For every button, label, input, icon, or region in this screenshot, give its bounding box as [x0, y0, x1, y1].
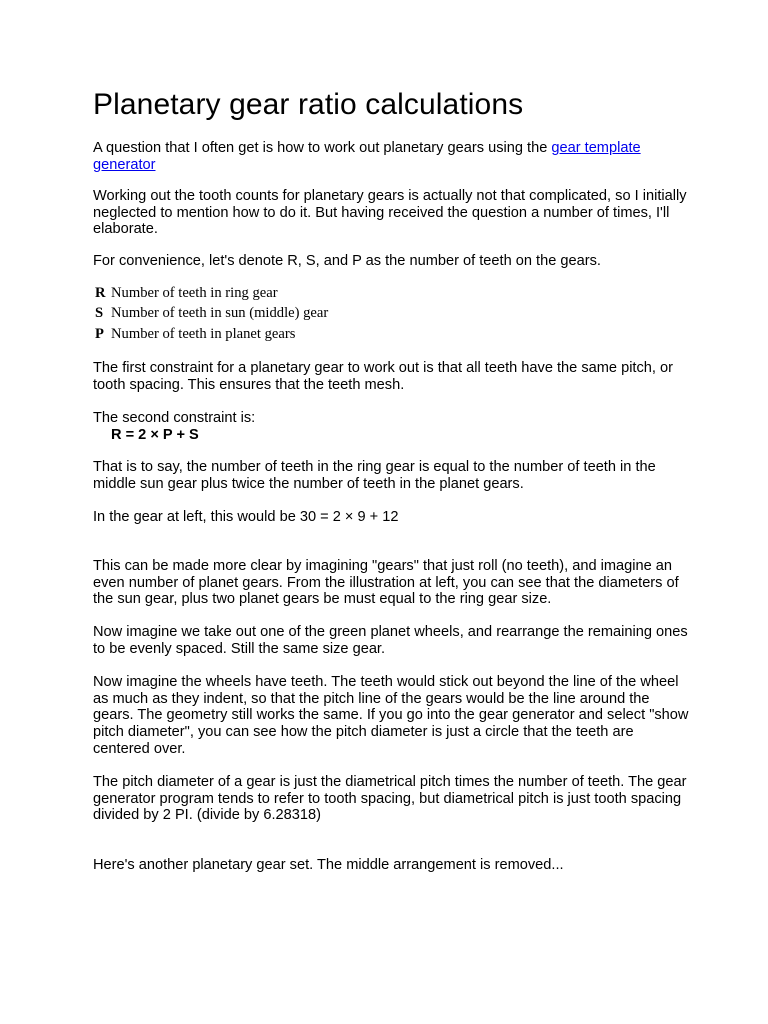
definition-p	[93, 324, 693, 345]
take-out-paragraph: Now imagine we take out one of the green planet wheels, and rearrange the remaining ones to be evenly spaced. Still the same size gear.	[93, 624, 688, 657]
definition-desc: Number of teeth in ring gear	[111, 284, 278, 301]
that-is-paragraph: That is to say, the number of teeth in the ring gear is equal to the number of teeth in the middle sun gear plus twice the number of teeth in the planet gears.	[93, 459, 656, 493]
teeth-paragraph: Now imagine the wheels have teeth. The teeth would stick out beyond the line of the wheel as much as they indent, so that the pitch line of the gears would be the line around the gears. The geometry still works the same. If you go into the gear generator and select "show pitch diameter", you can see how the pitch diameter is just a circle that the teeth are centered over.	[93, 674, 689, 757]
gear-formula: R = 2 × P + S	[111, 426, 199, 443]
document-page	[93, 88, 693, 874]
intro-paragraph	[93, 140, 693, 173]
intro-text: A question that I often get is how to work out planetary gears using the	[93, 140, 552, 156]
definition-s	[93, 303, 693, 324]
working-out-paragraph: Working out the tooth counts for planetary gears is actually not that complicated, so I initially neglected to mention how to do it. But having received the question a number of times, I'll elaborate.	[93, 188, 687, 238]
first-constraint-paragraph: The first constraint for a planetary gear to work out is that all teeth have the same pitch, or tooth spacing. This ensures that the teeth mesh.	[93, 360, 673, 393]
convenience-paragraph: For convenience, let's denote R, S, and P as the number of teeth on the gears.	[93, 252, 601, 269]
definitions-list	[93, 283, 693, 345]
definition-var: S	[95, 305, 104, 322]
definition-desc: Number of teeth in sun (middle) gear	[111, 305, 329, 322]
another-set-paragraph: Here's another planetary gear set. The middle arrangement is removed...	[93, 856, 564, 873]
gear-left-paragraph: In the gear at left, this would be 30 = 2 × 9 + 12	[93, 508, 399, 525]
page-title: Planetary gear ratio calculations	[93, 88, 524, 121]
second-constraint-label: The second constraint is:	[93, 410, 256, 427]
definition-desc: Number of teeth in planet gears	[111, 325, 296, 342]
definition-var: P	[95, 325, 104, 342]
pitch-diameter-paragraph: The pitch diameter of a gear is just the diametrical pitch times the number of teeth. The gear generator program tends to refer to tooth spacing, but diametrical pitch is just tooth spacing divided by 2 PI. (divide by 6.28318)	[93, 774, 687, 824]
definition-var: R	[95, 284, 106, 301]
gear-template-generator-link[interactable]: gear template generator	[93, 140, 641, 173]
more-clear-paragraph: This can be made more clear by imagining "gears" that just roll (no teeth), and imagine an even number of planet gears. From the illustration at left, you can see that the diameters of the sun gear, plus two planet gears be must equal to the ring gear size.	[93, 558, 679, 608]
definition-r	[93, 283, 693, 304]
